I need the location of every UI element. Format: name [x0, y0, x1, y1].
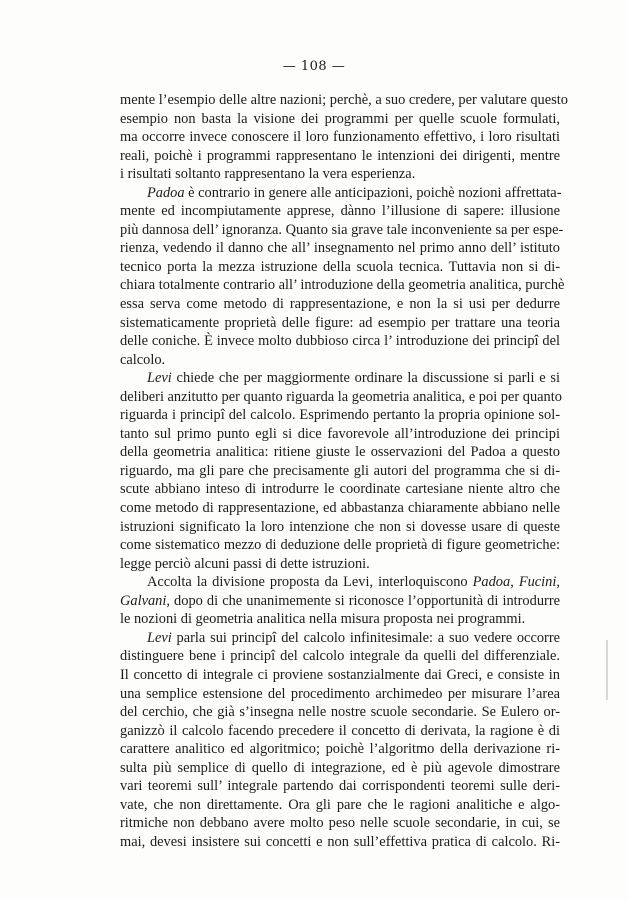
- text-line: delle coniche. È invece molto dubbioso circa l’ introduzione dei principî del: [120, 333, 560, 350]
- text-line: rienza, vedendo il danno che all’ insegnamento nel primo anno dell’ istituto: [120, 240, 560, 257]
- text-line: Padoa è contrario in genere alle anticipazioni, poichè nozioni affrettata-: [147, 184, 562, 201]
- text-line: Levi parla sui principî del calcolo infinitesimale: a suo vedere occorre: [147, 629, 560, 646]
- text-line: ganizzò il calcolo facendo precedere il concetto di derivata, la ragione è di: [120, 722, 560, 739]
- text-line: vate, che non direttamente. Ora gli pare che le ragioni analitiche e algo-: [120, 796, 560, 813]
- text-line: distinguere bene i principî del calcolo integrale da quelli del differenziale.: [120, 648, 560, 665]
- text-line: legge perciò alcuni passi di dette istruzioni.: [120, 555, 370, 572]
- speaker-name: Padoa: [472, 574, 511, 591]
- text-line: istruzioni significato la loro intenzione che non si dovesse usare di queste: [120, 518, 560, 535]
- text-line: della geometria analitica: ritiene giuste le osservazioni del Padoa a questo: [120, 444, 560, 461]
- text-line: Levi chiede che per maggiormente ordinare la discussione si parli e si: [147, 370, 560, 387]
- text-line: mente l’esempio delle altre nazioni; perchè, a suo credere, per valutare questo: [120, 92, 568, 108]
- text-line: calcolo.: [120, 351, 166, 368]
- text-line: chiara totalmente contrario all’ introduzione della geometria analitica, purchè: [120, 277, 565, 294]
- text-line: tecnico porta la mezza istruzione della scuola tecnica. Tuttavia non si di-: [120, 258, 560, 275]
- text-line: carattere analitico ed algoritmico; poichè l’algoritmo della derivazione ri-: [120, 741, 560, 758]
- text-line: più dannosa dell’ ignoranza. Quanto sia grave tale inconveniente sa per espe-: [120, 221, 564, 238]
- text-line: vari teoremi sull’ integrale partendo dai corrispondenti teoremi sulle deri-: [120, 778, 560, 795]
- text-line: Galvani, dopo di che unanimemente si riconosce l’opportunità di introdurre: [120, 592, 560, 609]
- text-line: le nozioni di geometria analitica nella misura proposta nei programmi.: [120, 611, 526, 628]
- text-line: come sistematico mezzo di deduzione delle proprietà di figure geometriche:: [120, 537, 560, 554]
- text-line: come metodo di rappresentazione, ed abbastanza chiaramente abbiano nelle: [120, 500, 560, 517]
- text-line: ritmiche non debbano avere molto peso nelle scuole secondarie, in cui, se: [120, 815, 560, 832]
- text-line: ma occorre invece conoscere il loro funzionamento effettivo, i loro risultati: [120, 129, 560, 146]
- page-number: — 108 —: [282, 59, 346, 74]
- paragraph: [120, 629, 560, 852]
- text-line: una semplice estensione del procedimento archimedeo per misurare l’area: [120, 685, 560, 702]
- paragraph: [120, 91, 568, 184]
- speaker-name: Galvani: [120, 592, 167, 609]
- text-line: del cerchio, che già s’insegna nelle nostre scuole secondarie. Se Eulero or-: [120, 704, 560, 721]
- paragraph: [120, 573, 560, 629]
- page-edge-shadow: [606, 640, 608, 700]
- text-line: sistematicamente proprietà delle figure: ad esempio per trattare una teoria: [120, 314, 560, 331]
- text-line: Il concetto di integrale ci proviene sostanzialmente dai Greci, e consiste in: [120, 666, 560, 683]
- text-line: mente ed incompiutamente apprese, dànno l’illusione di sapere: illusione: [120, 203, 560, 220]
- speaker-name: Levi: [147, 370, 172, 387]
- text-line: reali, poichè i programmi rappresentano le intenzioni dei dirigenti, mentre: [120, 147, 560, 164]
- paragraph: [120, 184, 565, 369]
- speaker-name: Fucini: [518, 574, 557, 591]
- paragraph: [120, 369, 560, 573]
- body-text: [120, 91, 568, 851]
- text-line: esempio non basta la visione dei programmi per quelle scuole formulati,: [120, 110, 560, 127]
- speaker-name: Padoa: [147, 184, 185, 201]
- speaker-name: Levi: [147, 629, 172, 646]
- text-line: riguarda i principî del calcolo. Esprimendo pertanto la propria opinione sol-: [120, 407, 560, 424]
- text-line: deliberi anzitutto per quanto riguarda la geometria analitica, e poi per quanto: [120, 388, 562, 405]
- text-line: Accolta la divisione proposta da Levi, interloquiscono Padoa, Fucini,: [147, 574, 560, 591]
- text-line: sulta più semplice di quello di integrazione, ed è più agevole dimostrare: [120, 759, 560, 776]
- text-line: essa serva come metodo di rappresentazione, e non la si usi per dedurre: [120, 296, 560, 313]
- text-line: riguardo, ma gli pare che precisamente gli autori del programma che si di-: [120, 462, 560, 479]
- text-line: mai, devesi insistere sui concetti e non sull’effettiva pratica di calcolo. Ri-: [120, 833, 560, 850]
- text-line: tanto sul primo punto egli si dice favorevole all’introduzione dei principi: [120, 425, 560, 442]
- text-line: scute abbiano inteso di introdurre le coordinate cartesiane niente altro che: [120, 481, 560, 498]
- text-line: i risultati soltanto rappresentano la vera esperienza.: [120, 166, 416, 183]
